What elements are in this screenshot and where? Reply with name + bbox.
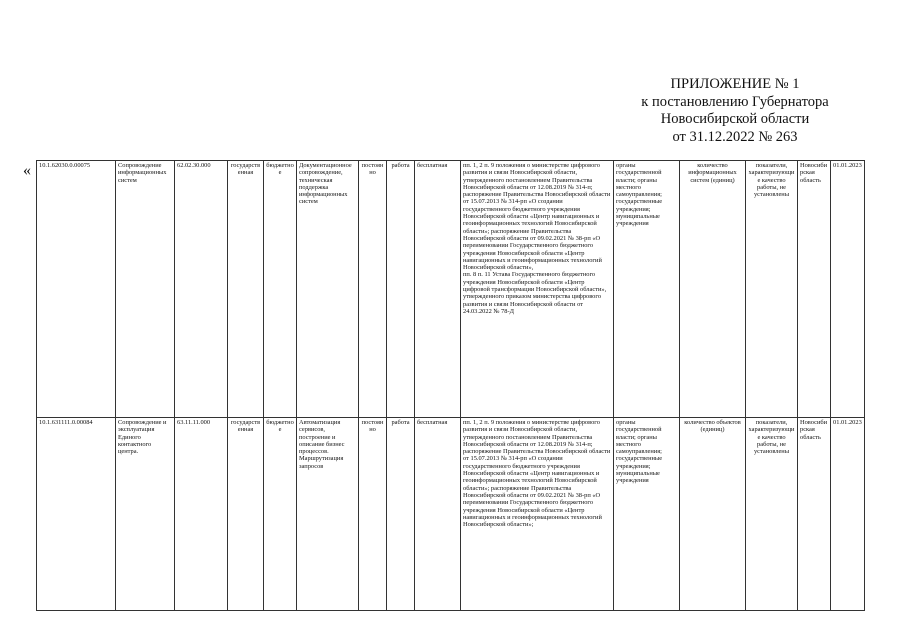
appendix-title: ПРИЛОЖЕНИЕ № 1 bbox=[670, 76, 800, 92]
service-type: государственная bbox=[228, 418, 264, 611]
effective-date: 01.01.2023 bbox=[831, 161, 865, 418]
budget-type: бюджетное bbox=[264, 418, 297, 611]
table-row bbox=[37, 418, 865, 611]
region: Новосибирская область bbox=[798, 161, 831, 418]
budget-type: бюджетное bbox=[264, 161, 297, 418]
service-name: Сопровождение и эксплуатация Единого контактного центра. bbox=[116, 418, 175, 611]
consumers: органы государственной власти; органы местного самоуправления; государственные учреждения; муниципальные учреждения bbox=[614, 161, 680, 418]
quality-indicator: показатели, характеризующие качество работы, не установлены bbox=[746, 161, 798, 418]
registry-table bbox=[36, 160, 865, 611]
service-content: Автоматизация сервисов, построение и описание бизнес процессов. Маршрутизация запросов bbox=[297, 418, 359, 611]
opening-quote-mark: « bbox=[23, 162, 31, 179]
service-mode: постоянно bbox=[359, 418, 387, 611]
table-row bbox=[37, 161, 865, 418]
okved-code: 63.11.11.000 bbox=[175, 418, 228, 611]
volume-indicator: количество объектов (единиц) bbox=[680, 418, 746, 611]
volume-indicator: количество информационных систем (единиц) bbox=[680, 161, 746, 418]
legal-basis: пп. 1, 2 п. 9 положения о министерстве цифрового развития и связи Новосибирской области, утвержденного постановлением Правительства Новосибирской области от 12.08.2019 № 314-п; распоряжение Правительства Новосибирской области от 15.07.2013 № 314-рп «О создании государственного бюджетного учреждения Новосибирской области «Центр навигационных и геоинформационных технологий Новосибирской области»; распоряжение Правительства Новосибирской области от 09.02.2021 № 38-рп «О переименовании Государственного бюджетного учреждения Новосибирской области «Центр навигационных и геоинформационных технологий Новосибирской области»; bbox=[461, 418, 614, 611]
registry-code: 10.1.631111.0.00084 bbox=[37, 418, 116, 611]
service-fee: бесплатная bbox=[415, 418, 461, 611]
service-content: Документационное сопровождение, техническая поддержка информационных систем bbox=[297, 161, 359, 418]
decree-date: от 31.12.2022 № 263 bbox=[672, 128, 798, 145]
document-header bbox=[600, 76, 870, 146]
registry-code: 10.1.62030.0.00075 bbox=[37, 161, 116, 418]
quality-indicator: показатели, характеризующие качество работы, не установлены bbox=[746, 418, 798, 611]
region-name: Новосибирской области bbox=[660, 111, 810, 127]
decree-reference: к постановлению Губернатора bbox=[641, 93, 829, 110]
service-fee: бесплатная bbox=[415, 161, 461, 418]
region: Новосибирская область bbox=[798, 418, 831, 611]
okved-code: 62.02.30.000 bbox=[175, 161, 228, 418]
service-kind: работа bbox=[387, 418, 415, 611]
service-mode: постоянно bbox=[359, 161, 387, 418]
service-type: государственная bbox=[228, 161, 264, 418]
effective-date: 01.01.2023 bbox=[831, 418, 865, 611]
consumers: органы государственной власти; органы местного самоуправления; государственные учреждения; муниципальные учреждения bbox=[614, 418, 680, 611]
service-kind: работа bbox=[387, 161, 415, 418]
legal-basis: пп. 1, 2 п. 9 положения о министерстве цифрового развития и связи Новосибирской области, утвержденного постановлением Правительства Новосибирской области от 12.08.2019 № 314-п; распоряжение Правительства Новосибирской области от 15.07.2013 № 314-рп «О создании государственного бюджетного учреждения Новосибирской области «Центр навигационных и геоинформационных технологий Новосибирской области»; распоряжение Правительства Новосибирской области от 09.02.2021 № 38-рп «О переименовании Государственного бюджетного учреждения Новосибирской области «Центр навигационных и геоинформационных технологий Новосибирской области», пп. 8 п. 11 Устава Государственного бюджетного учреждения Новосибирской области «Центр цифровой трансформации Новосибирской области», утвержденного приказом министерства цифрового развития и связи Новосибирской области от 24.03.2022 № 78-Д bbox=[461, 161, 614, 418]
service-name: Сопровождение информационных систем bbox=[116, 161, 175, 418]
